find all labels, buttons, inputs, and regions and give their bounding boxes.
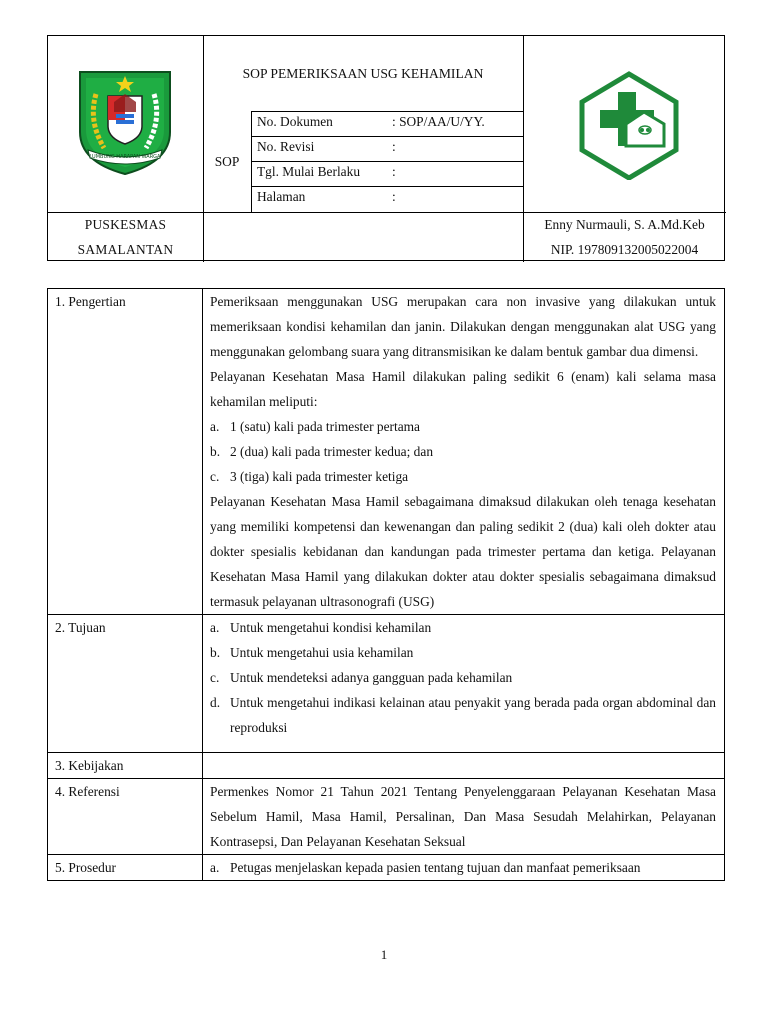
list-text: Untuk mengetahui indikasi kelainan atau penyakit yang berada pada organ abdominal dan reproduksi — [230, 695, 716, 735]
list-text: Untuk mengetahui usia kehamilan — [230, 645, 414, 660]
section-content: Permenkes Nomor 21 Tahun 2021 Tentang Penyelenggaraan Pelayanan Kesehatan Masa Sebelum Hamil, Masa Hamil, Persalinan, Dan Masa Sesudah Melahirkan, Pelayanan Kontrasepsi, Dan Pelayanan Kesehatan Seksual — [210, 784, 716, 849]
emblem-motto: LUMBUNG HARAPAN WARGA — [89, 154, 161, 160]
list-marker: b. — [210, 645, 221, 660]
meta-row-halaman — [257, 186, 522, 211]
list-item — [210, 439, 716, 464]
list-text: Untuk mendeteksi adanya gangguan pada kehamilan — [230, 670, 513, 685]
section-content — [203, 289, 724, 614]
list-item — [210, 414, 716, 439]
org-line-1: PUSKESMAS — [84, 217, 167, 232]
meta-key: No. Revisi — [257, 139, 315, 154]
signer-block — [523, 212, 726, 262]
regional-emblem-logo — [74, 66, 176, 176]
sop-label: SOP — [214, 153, 240, 169]
list-marker: c. — [210, 670, 220, 685]
pengertian-paragraph-2: Pelayanan Kesehatan Masa Hamil dilakukan paling sedikit 6 (enam) kali selama masa kehamilan meliputi: — [210, 369, 716, 409]
section-label: 4. Referensi — [48, 779, 203, 854]
list-text: 2 (dua) kali pada trimester kedua; dan — [230, 444, 434, 459]
section-prosedur — [48, 855, 724, 880]
section-label: 5. Prosedur — [48, 855, 203, 880]
section-content — [203, 615, 724, 752]
section-kebijakan — [48, 753, 724, 779]
pengertian-paragraph-1: Pemeriksaan menggunakan USG merupakan cara non invasive yang dilakukan untuk memeriksaan kondisi kehamilan dan janin. Dilakukan dengan menggunakan alat USG yang menggunakan gelombang suara yang ditransmisikan ke dalam bentuk gambar dua dimensi. — [210, 294, 716, 359]
meta-row-tanggal-berlaku — [257, 161, 522, 186]
section-referensi — [48, 779, 724, 855]
sop-content-table — [47, 288, 725, 881]
list-text: Petugas menjelaskan kepada pasien tentang tujuan dan manfaat pemeriksaan — [230, 860, 641, 875]
meta-row-nomor-dokumen — [257, 111, 522, 136]
list-item — [210, 855, 716, 880]
organization-name — [48, 212, 203, 262]
signer-name: Enny Nurmauli, S. A.Md.Keb — [544, 217, 705, 232]
org-line-2: SAMALANTAN — [77, 242, 174, 257]
section-content — [203, 753, 724, 778]
meta-value: : — [392, 189, 396, 204]
list-item — [210, 640, 716, 665]
page-number: 1 — [380, 947, 388, 962]
list-marker: a. — [210, 860, 220, 875]
pengertian-paragraph-3: Pelayanan Kesehatan Masa Hamil sebagaimana dimaksud dilakukan oleh tenaga kesehatan yang memiliki kompetensi dan kewenangan dan paling sedikit 2 (dua) kali oleh dokter atau dokter spesialis kebidanan dan kandungan pada trimester pertama dan ketiga. Pelayanan Kesehatan Masa Hamil yang dilakukan dokter atau dokter spesialis sebagaimana dimaksud termasuk pelayanan ultrasonografi (USG) — [210, 494, 716, 609]
meta-key: No. Dokumen — [257, 114, 333, 129]
list-item — [210, 615, 716, 640]
signer-nip: NIP. 197809132005022004 — [550, 242, 699, 257]
section-pengertian — [48, 289, 724, 615]
list-marker: c. — [210, 469, 220, 484]
meta-row-nomor-revisi — [257, 136, 522, 161]
list-text: 3 (tiga) kali pada trimester ketiga — [230, 469, 409, 484]
meta-value: : — [392, 164, 396, 179]
list-item — [210, 690, 716, 740]
section-label: 2. Tujuan — [48, 615, 203, 752]
meta-key: Tgl. Mulai Berlaku — [257, 164, 361, 179]
list-marker: d. — [210, 695, 221, 710]
list-text: 1 (satu) kali pada trimester pertama — [230, 419, 420, 434]
list-marker: b. — [210, 444, 221, 459]
section-content — [203, 855, 724, 880]
meta-value: : SOP/AA/U/YY. — [392, 114, 485, 129]
meta-key: Halaman — [257, 189, 306, 204]
section-tujuan — [48, 615, 724, 753]
section-label: 1. Pengertian — [48, 289, 203, 614]
list-marker: a. — [210, 620, 220, 635]
section-label: 3. Kebijakan — [48, 753, 203, 778]
list-marker: a. — [210, 419, 220, 434]
list-item — [210, 464, 716, 489]
document-title: SOP PEMERIKSAAN USG KEHAMILAN — [242, 65, 484, 81]
list-text: Untuk mengetahui kondisi kehamilan — [230, 620, 432, 635]
meta-value: : — [392, 139, 396, 154]
list-item — [210, 665, 716, 690]
puskesmas-logo — [578, 70, 680, 180]
